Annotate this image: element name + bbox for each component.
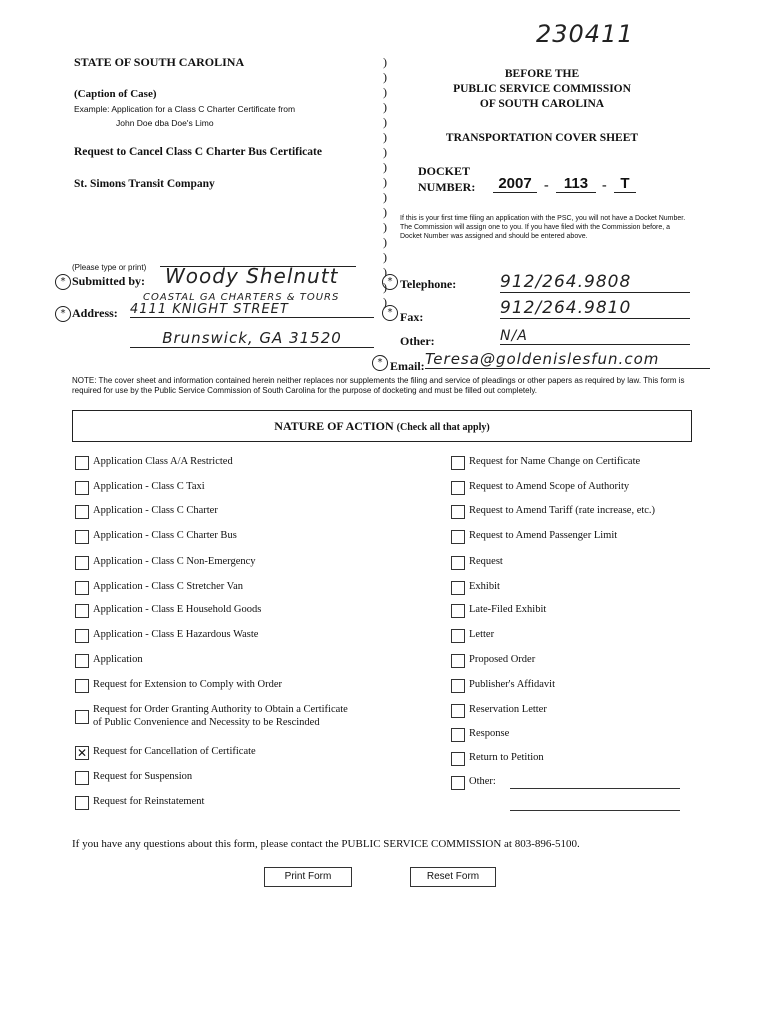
before-the: BEFORE THE	[504, 68, 580, 80]
option-label: Response	[469, 728, 510, 739]
option-label: Other:	[469, 776, 496, 787]
checkbox[interactable]	[75, 505, 89, 519]
state-caption: STATE OF SOUTH CAROLINA	[74, 55, 245, 69]
submitted-label: Submitted by:	[72, 274, 146, 288]
checkbox-checked[interactable]: ✕	[76, 746, 88, 760]
option-label: Application - Class E Hazardous Waste	[93, 629, 259, 640]
docket-label: DOCKET	[418, 164, 471, 178]
checkbox[interactable]	[451, 604, 465, 618]
docket-dash-1: -	[544, 178, 549, 193]
example-line2: John Doe dba Doe's Limo	[116, 118, 214, 128]
other-value[interactable]: N/A	[500, 328, 690, 345]
asterisk-fax-icon: *	[382, 305, 398, 321]
checkbox[interactable]	[75, 771, 89, 785]
other-line-2[interactable]	[510, 810, 680, 811]
option-label: Request to Amend Passenger Limit	[469, 530, 618, 541]
docket-dash-2: -	[602, 178, 607, 193]
checkbox[interactable]	[75, 530, 89, 544]
option-label: Request for Extension to Comply with Order	[93, 679, 282, 690]
option-label: Publisher's Affidavit	[469, 679, 555, 690]
email-value[interactable]: Teresa@goldenislesfun.com	[425, 350, 710, 369]
commission-name-1: PUBLIC SERVICE COMMISSION	[453, 83, 631, 95]
checkbox[interactable]	[451, 481, 465, 495]
option-label: Request for Cancellation of Certificate	[93, 746, 256, 757]
checkbox[interactable]	[451, 556, 465, 570]
option-label: Request for Suspension	[93, 771, 193, 782]
checkbox[interactable]	[75, 629, 89, 643]
asterisk-submitted-icon: *	[55, 274, 71, 290]
checkbox[interactable]	[451, 679, 465, 693]
option-label: Application Class A/A Restricted	[93, 456, 233, 467]
address-label: Address:	[72, 306, 118, 320]
option-label-continued: of Public Convenience and Necessity to be Rescinded	[93, 717, 320, 728]
option-label: Exhibit	[469, 581, 500, 592]
handwritten-number: 230411	[536, 20, 634, 48]
other-line-1[interactable]	[510, 788, 680, 789]
fax-label: Fax:	[400, 310, 424, 324]
example-line1: Example: Application for a Class C Charter Certificate from	[74, 104, 296, 114]
checkbox[interactable]	[451, 728, 465, 742]
docket-suffix[interactable]: T	[614, 175, 636, 193]
checkbox[interactable]	[451, 704, 465, 718]
asterisk-email-icon: *	[372, 355, 388, 371]
docket-number[interactable]: 113	[556, 175, 596, 193]
telephone-label: Telephone:	[400, 277, 457, 291]
telephone-value[interactable]: 912/264.9808	[500, 272, 690, 293]
checkbox[interactable]	[451, 776, 465, 790]
option-label: Return to Petition	[469, 752, 544, 763]
docket-note: If this is your first time filing an application with the PSC, you will not have a Docket Number. The Commission will assign one to you. If you have filed with the Commission before, a Docket Number was assigned and should be entered above.	[400, 215, 686, 240]
option-label: Application - Class C Charter Bus	[93, 530, 237, 541]
option-label: Request for Order Granting Authority to Obtain a Certificate	[93, 704, 348, 715]
option-label: Request to Amend Tariff (rate increase, etc.)	[469, 505, 656, 516]
option-label: Request	[469, 556, 503, 567]
option-label: Proposed Order	[469, 654, 536, 665]
caption-label: (Caption of Case)	[74, 88, 157, 100]
checkbox[interactable]	[75, 654, 89, 668]
request-title: Request to Cancel Class C Charter Bus Certificate	[74, 146, 322, 158]
print-hint: (Please type or print)	[72, 263, 147, 272]
option-label: Application - Class C Non-Emergency	[93, 556, 256, 567]
option-label: Request for Name Change on Certificate	[469, 456, 641, 467]
checkbox[interactable]	[451, 456, 465, 470]
checkbox[interactable]	[75, 604, 89, 618]
option-label: Application - Class C Stretcher Van	[93, 581, 243, 592]
asterisk-address-icon: *	[55, 306, 71, 322]
address-line-2[interactable]: Brunswick, GA 31520	[130, 329, 374, 348]
nature-of-action-box	[72, 410, 692, 442]
checkbox[interactable]	[75, 556, 89, 570]
print-form-button[interactable]: Print Form	[264, 867, 352, 887]
company-name: St. Simons Transit Company	[74, 178, 215, 190]
commission-name-2: OF SOUTH CAROLINA	[479, 98, 605, 110]
docket-number-label: NUMBER:	[418, 180, 476, 194]
checkbox[interactable]	[75, 456, 89, 470]
nature-heading: NATURE OF ACTION	[274, 419, 394, 433]
cover-note: NOTE: The cover sheet and information contained herein neither replaces nor supplements the filing and service of pleadings or other papers as required by law. This form is required for use by the Public Service Commission of South Carolina for the purpose of docketing and must be filled out completely.	[72, 376, 685, 395]
checkbox[interactable]	[451, 654, 465, 668]
option-label: Application - Class E Household Goods	[93, 604, 262, 615]
email-label: Email:	[390, 359, 425, 373]
address-company[interactable]: COASTAL GA CHARTERS & TOURS	[143, 292, 340, 303]
caption-divider: ) ) ) ) ) ) ) ) ) ) ) ) ) ) ) ) )	[383, 55, 387, 309]
other-label: Other:	[400, 334, 435, 348]
option-label: Reservation Letter	[469, 704, 547, 715]
checkbox[interactable]	[75, 679, 89, 693]
option-label: Request to Amend Scope of Authority	[469, 481, 630, 492]
option-label: Application	[93, 654, 143, 665]
checkbox[interactable]	[451, 505, 465, 519]
reset-form-button[interactable]: Reset Form	[410, 867, 496, 887]
checkbox[interactable]	[75, 581, 89, 595]
option-label: Late-Filed Exhibit	[469, 604, 547, 615]
checkbox[interactable]	[75, 481, 89, 495]
checkbox[interactable]	[451, 530, 465, 544]
address-line-1[interactable]: 4111 KNIGHT STREET	[130, 302, 374, 318]
option-label: Application - Class C Taxi	[93, 481, 205, 492]
nature-subheading: (Check all that apply)	[396, 422, 490, 433]
fax-value[interactable]: 912/264.9810	[500, 298, 690, 319]
option-label: Application - Class C Charter	[93, 505, 218, 516]
asterisk-telephone-icon: *	[382, 274, 398, 290]
checkbox[interactable]	[451, 629, 465, 643]
submitted-value[interactable]: Woody Shelnutt	[165, 264, 339, 288]
checkbox[interactable]	[451, 752, 465, 766]
footer-contact: If you have any questions about this form, please contact the PUBLIC SERVICE COMMISSION at 803-896-5100.	[72, 838, 580, 850]
sheet-title: TRANSPORTATION COVER SHEET	[445, 132, 639, 144]
checkbox[interactable]	[75, 796, 89, 810]
checkbox[interactable]	[75, 710, 89, 724]
option-label: Letter	[469, 629, 495, 640]
checkbox[interactable]	[451, 581, 465, 595]
docket-year[interactable]: 2007	[493, 175, 537, 193]
option-label: Request for Reinstatement	[93, 796, 205, 807]
